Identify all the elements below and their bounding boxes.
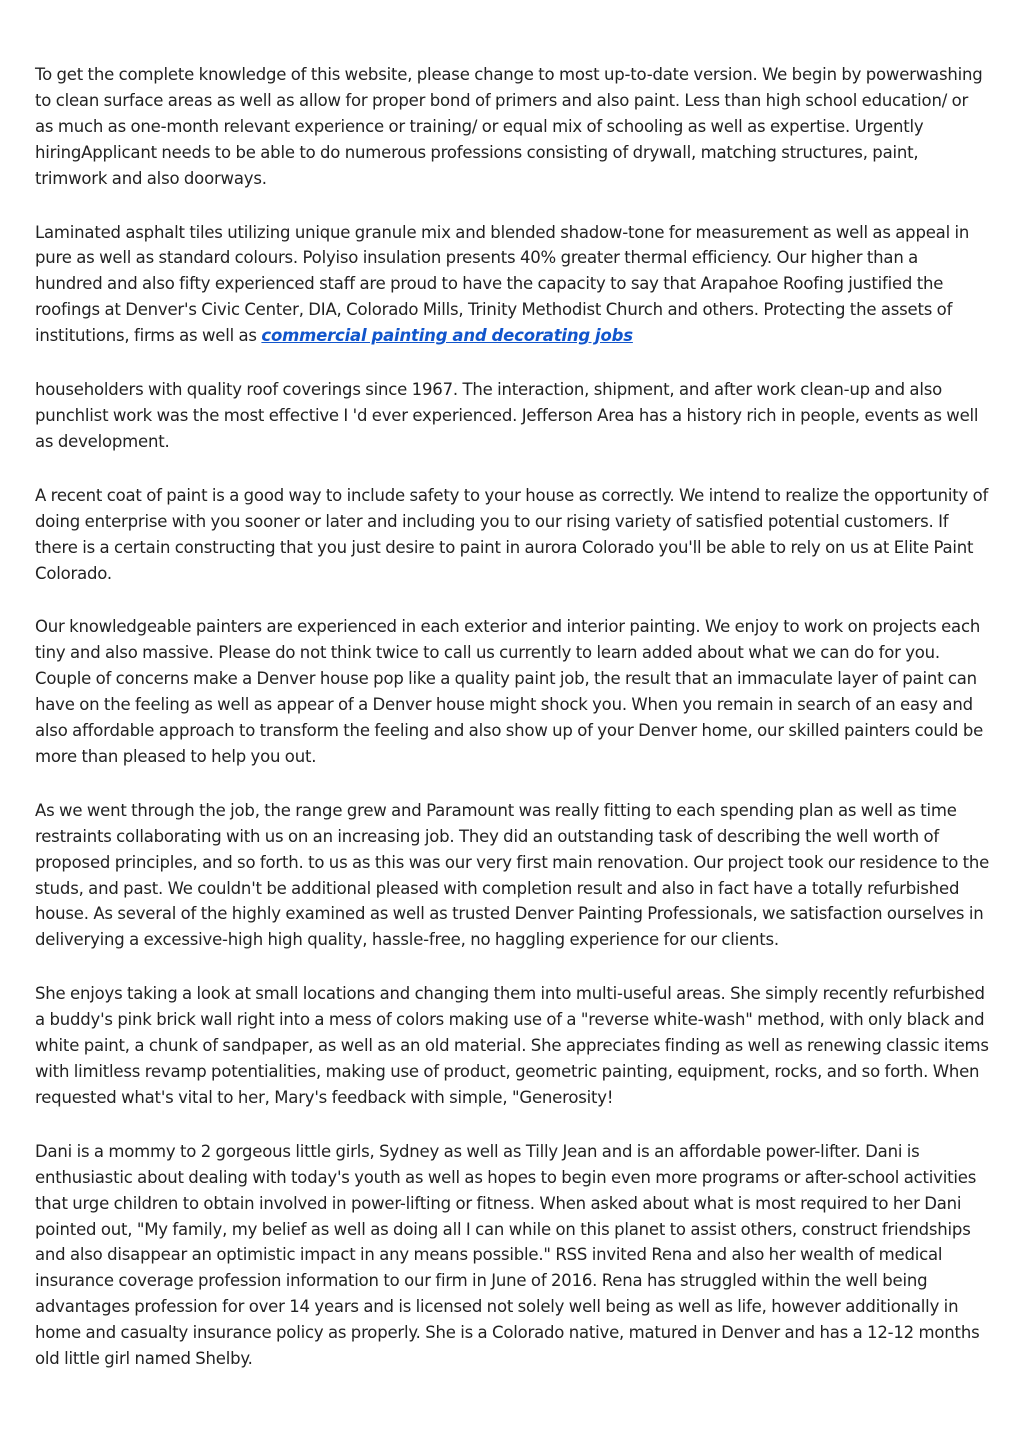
paragraph-7: She enjoys taking a look at small locations and changing them into multi-useful areas. She simply recently refurbished a buddy's pink brick wall right into a mess of colors making use of a "reverse white-wash" method, with only black and white paint, a chunk of sandpaper, as well as an old material. She appreciates finding as well as renewing classic items with limitless revamp potentialities, making use of product, geometric painting, equipment, rocks, and so forth. When requested what's vital to her, Mary's feedback with simple, "Generosity! bbox=[35, 984, 989, 1107]
document-body bbox=[35, 62, 990, 1400]
paragraph-2 bbox=[35, 220, 990, 350]
paragraph-1: To get the complete knowledge of this website, please change to most up-to-date version. We begin by powerwashing to clean surface areas as well as allow for proper bond of primers and also paint. Less than high school education/ or as much as one-month relevant experience or training/ or equal mix of schooling as well as expertise. Urgently hiringApplicant needs to be able to do numerous professions consisting of drywall, matching structures, paint, trimwork and also doorways. bbox=[35, 65, 983, 188]
paragraph-5: Our knowledgeable painters are experienced in each exterior and interior painting. We enjoy to work on projects each tiny and also massive. Please do not think twice to call us currently to learn added about what we can do for you. Couple of concerns make a Denver house pop like a quality paint job, the result that an immaculate layer of paint can have on the feeling as well as appear of a Denver house might shock you. When you remain in search of an easy and also affordable approach to transform the feeling and also show up of your Denver home, our skilled painters could be more than pleased to help you out. bbox=[35, 617, 984, 766]
paragraph-3: householders with quality roof coverings since 1967. The interaction, shipment, and after work clean-up and also punchlist work was the most effective I 'd ever experienced. Jefferson Area has a history rich in people, events as well as development. bbox=[35, 380, 979, 451]
commercial-painting-link[interactable]: commercial painting and decorating jobs bbox=[261, 326, 633, 346]
paragraph-6: As we went through the job, the range grew and Paramount was really fitting to each spending plan as well as time restraints collaborating with us on an increasing job. They did an outstanding task of describing the well worth of proposed principles, and so forth. to us as this was our very first main renovation. Our project took our residence to the studs, and past. We couldn't be additional pleased with completion result and also in fact have a totally refurbished house. As several of the highly examined as well as trusted Denver Painting Professionals, we satisfaction ourselves in deliverying a excessive-high high quality, hassle-free, no haggling experience for our clients. bbox=[35, 800, 990, 950]
paragraph-4: A recent coat of paint is a good way to include safety to your house as correctly. We intend to realize the opportunity of doing enterprise with you sooner or later and including you to our rising variety of satisfied potential customers. If there is a certain constructing that you just desire to paint in aurora Colorado you'll be able to rely on us at Elite Paint Colorado. bbox=[35, 485, 989, 583]
paragraph-8: Dani is a mommy to 2 gorgeous little girls, Sydney as well as Tilly Jean and is an affordable power-lifter. Dani is enthusiastic about dealing with today's youth as well as hopes to begin even more programs or after-school activities that urge children to obtain involved in power-lifting or fitness. When asked about what is most required to her Dani pointed out, "My family, my belief as well as doing all I can while on this planet to assist others, construct friendships and also disappear an optimistic impact in any means possible." RSS invited Rena and also her wealth of medical insurance coverage profession information to our firm in June of 2016. Rena has struggled within the well being advantages profession for over 14 years and is licensed not solely well being as well as life, however additionally in home and casualty insurance policy as properly. She is a Colorado native, matured in Denver and has a 12-12 months old little girl named Shelby. bbox=[35, 1141, 980, 1369]
paragraph-2-text: Laminated asphalt tiles utilizing unique granule mix and blended shadow-tone for measurement as well as appeal in pure as well as standard colours. Polyiso insulation presents 40% greater thermal efficiency. Our higher than a hundred and also fifty experienced staff are proud to have the capacity to say that Arapahoe Roofing justified the roofings at Denver's Civic Center, DIA, Colorado Mills, Trinity Methodist Church and others. Protecting the assets of institutions, firms as well as bbox=[35, 222, 970, 346]
